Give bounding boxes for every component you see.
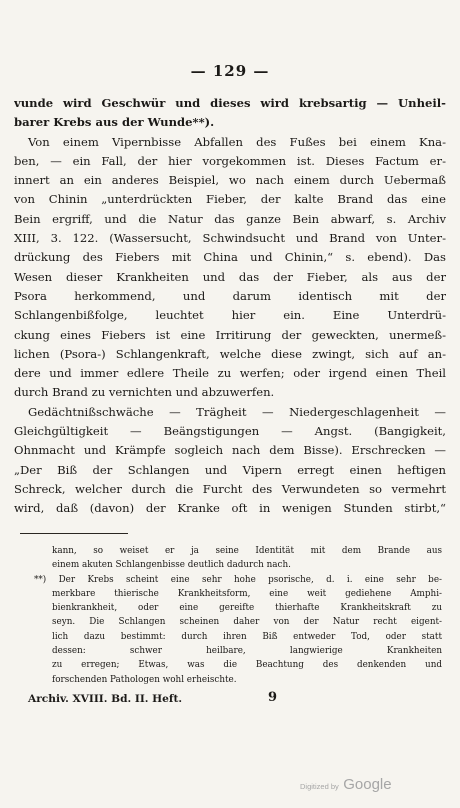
text-line: Bein ergriff, und die Natur das ganze Bein abwarf, s. Archiv bbox=[14, 211, 446, 226]
footnote-line: seyn. Die Schlangen scheinen daher von der Natur recht eigent- bbox=[52, 617, 442, 628]
text-line: XIII, 3. 122. (Wassersucht, Schwindsucht und Brand von Unter- bbox=[14, 231, 446, 246]
footnote-line: kann, so weiset er ja seine Identität mit dem Brande aus bbox=[52, 546, 442, 556]
footnote-line: einem akuten Schlangenbisse deutlich dadurch nach. bbox=[52, 560, 291, 571]
text-line: Ohnmacht und Krämpfe sogleich nach dem Bisse). Erschrecken — bbox=[14, 443, 446, 458]
footnote-line: zu erregen; Etwas, was die Beachtung des denkenden und bbox=[52, 660, 442, 671]
text-line: drückung des Fiebers mit China und Chinin,“ s. ebend). Das bbox=[14, 250, 446, 265]
text-line: Gedächtnißschwäche — Trägheit — Niedergeschlagenheit — bbox=[28, 404, 446, 419]
text-line: Schreck, welcher durch die Furcht des Verwundeten so vermehrt bbox=[14, 481, 446, 496]
text-line: „Der Biß der Schlangen und Vipern erregt einen heftigen bbox=[14, 462, 446, 477]
text-line: vunde wird Geschwür und dieses wird krebsartig — Unheil- bbox=[14, 96, 446, 110]
text-line: barer Krebs aus der Wunde**). bbox=[14, 115, 215, 130]
digitized-watermark bbox=[300, 776, 392, 794]
text-line: lichen (Psora-) Schlangenkraft, welche diese zwingt, sich auf an- bbox=[14, 346, 446, 361]
text-line: ben, — ein Fall, der hier vorgekommen ist. Dieses Factum er- bbox=[14, 153, 446, 168]
signature-mark: Archiv. XVIII. Bd. II. Heft. bbox=[28, 693, 183, 705]
text-line: durch Brand zu vernichten und abzuwerfen. bbox=[14, 385, 275, 400]
text-line: Gleichgültigkeit — Beängstigungen — Angst. (Bangigkeit, bbox=[14, 424, 446, 439]
main-text bbox=[14, 94, 446, 519]
text-line: ckung eines Fiebers ist eine Irritirung der geweckten, unermeß- bbox=[14, 327, 446, 342]
text-line: Schlangenbißfolge, leuchtet hier ein. Eine Unterdrü- bbox=[14, 308, 446, 323]
signature-number: 9 bbox=[268, 690, 278, 705]
text-line: Von einem Vipernbisse Abfallen des Fußes bei einem Kna- bbox=[28, 134, 446, 149]
text-line: dere und immer edlere Theile zu werfen; oder irgend einen Theil bbox=[14, 366, 446, 381]
footnote-line: dessen: schwer heilbare, langwierige Krankheiten bbox=[52, 646, 442, 657]
text-line: wird, daß (davon) der Kranke oft in wenigen Stunden stirbt,“ bbox=[14, 501, 446, 516]
text-line: innert an ein anderes Beispiel, wo nach einem durch Uebermaß bbox=[14, 173, 446, 188]
text-line: von Chinin „unterdrückten Fieber, der kalte Brand das eine bbox=[14, 192, 446, 207]
text-line: Wesen dieser Krankheiten und das der Fieber, als aus der bbox=[14, 269, 446, 284]
text-line: Psora herkommend, und darum identisch mit der bbox=[14, 288, 446, 303]
google-logo: Google bbox=[343, 776, 392, 793]
footnote-line: merkbare thierische Krankheitsform, eine weit gediehene Amphi- bbox=[52, 588, 442, 599]
page-number: — 129 — bbox=[190, 62, 270, 80]
footnotes bbox=[34, 544, 442, 687]
footnote-line: lich dazu bestimmt: durch ihren Biß entweder Tod, oder statt bbox=[52, 631, 442, 642]
footnote-line: bienkrankheit, oder eine gereifte thierhafte Krankheitskraft zu bbox=[52, 603, 442, 614]
footnote-line: **) Der Krebs scheint eine sehr hohe psorische, d. i. eine sehr be- bbox=[34, 574, 442, 585]
footnote-divider bbox=[20, 533, 128, 534]
watermark-digitized-label: Digitized by bbox=[300, 782, 339, 791]
footnote-line: forschenden Pathologen wohl erheischte. bbox=[52, 674, 237, 685]
